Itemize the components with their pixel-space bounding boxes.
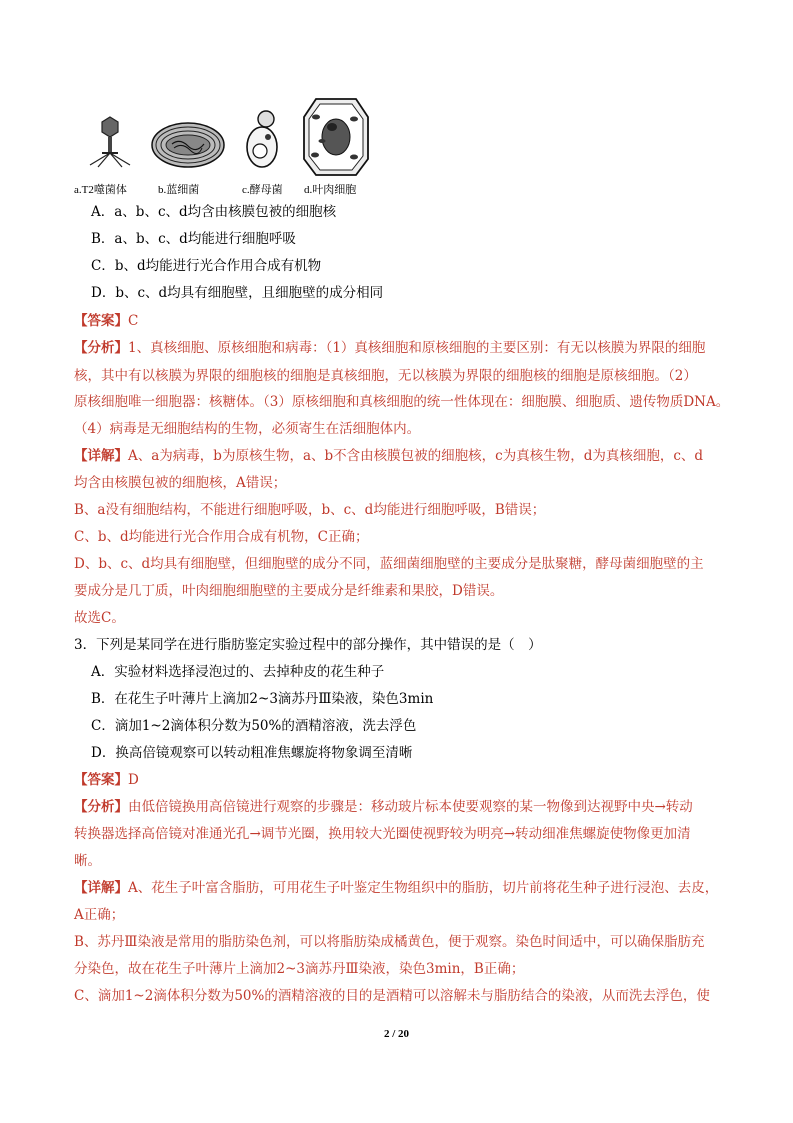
page-number: 2 / 20 bbox=[383, 1028, 410, 1040]
q3-detail-line-1 bbox=[74, 878, 718, 898]
q2-option-b: B．a、b、c、d均能进行细胞呼吸 bbox=[91, 231, 296, 247]
q2-answer bbox=[74, 311, 138, 331]
detail-tag: 【详解】 bbox=[74, 880, 128, 896]
q2-analysis-line-2: 核，其中有以核膜为界限的细胞核的细胞是真核细胞，无以核膜为界限的细胞核的细胞是原核细胞。（2） bbox=[74, 368, 697, 384]
q2-detail-line-6: 要成分是几丁质，叶肉细胞细胞壁的主要成分是纤维素和果胶，D错误。 bbox=[74, 583, 504, 599]
answer-value: C bbox=[128, 313, 139, 329]
q2-analysis-line-4: （4）病毒是无细胞结构的生物，必须寄生在活细胞体内。 bbox=[74, 421, 421, 437]
leaf-cell-illustration bbox=[302, 97, 370, 177]
q2-option-a: A．a、b、c、d均含由核膜包被的细胞核 bbox=[91, 204, 337, 220]
q2-analysis-line-3: 原核细胞唯一细胞器：核糖体。（3）原核细胞和真核细胞的统一性体现在：细胞膜、细胞质、遗传物质DNA。 bbox=[74, 394, 730, 410]
analysis-text: 1、真核细胞、原核细胞和病毒：（1）真核细胞和原核细胞的主要区别：有无以核膜为界限的细胞 bbox=[128, 340, 706, 356]
q3-detail-line-3: B、苏丹Ⅲ染液是常用的脂肪染色剂，可以将脂肪染成橘黄色，便于观察。染色时间适中，可以确保脂肪充 bbox=[74, 934, 705, 950]
q2-option-c: C．b、d均能进行光合作用合成有机物 bbox=[91, 258, 322, 274]
analysis-tag: 【分析】 bbox=[74, 799, 128, 815]
q2-detail-line-4: C、b、d均能进行光合作用合成有机物，C正确； bbox=[74, 529, 369, 545]
analysis-tag: 【分析】 bbox=[74, 340, 128, 356]
figure-caption-d: d.叶肉细胞 bbox=[304, 184, 357, 196]
q3-analysis-line-2: 转换器选择高倍镜对准通光孔→调节光圈，换用较大光圈使视野较为明亮→转动细准焦螺旋使物像更加清 bbox=[74, 826, 691, 842]
q3-detail-line-2: A正确； bbox=[74, 907, 125, 923]
figure-caption-b: b.蓝细菌 bbox=[158, 184, 200, 196]
t2-phage-illustration bbox=[80, 115, 140, 170]
q3-option-a: A．实验材料选择浸泡过的、去掉种皮的花生种子 bbox=[91, 664, 385, 680]
q3-option-d: D．换高倍镜观察可以转动粗准焦螺旋将物象调至清晰 bbox=[91, 745, 413, 761]
q3-answer bbox=[74, 770, 139, 790]
figure-caption-a: a.T2噬菌体 bbox=[74, 184, 127, 196]
q2-detail-line-2: 均含由核膜包被的细胞核，A错误； bbox=[74, 475, 287, 491]
answer-value: D bbox=[128, 772, 139, 788]
analysis-text: 由低倍镜换用高倍镜进行观察的步骤是：移动玻片标本使要观察的某一物像到达视野中央→转动 bbox=[128, 799, 693, 815]
q3-stem: 3．下列是某同学在进行脂肪鉴定实验过程中的部分操作，其中错误的是（ ） bbox=[74, 637, 542, 653]
yeast-illustration bbox=[244, 107, 284, 171]
answer-tag: 【答案】 bbox=[74, 313, 128, 329]
q2-option-d: D．b、c、d均具有细胞壁，且细胞壁的成分相同 bbox=[91, 285, 384, 301]
q3-detail-line-5: C、滴加1~2滴体积分数为50%的酒精溶液的目的是酒精可以溶解未与脂肪结合的染液，从而洗去浮色，使 bbox=[74, 988, 710, 1004]
q3-detail-line-4: 分染色，故在花生子叶薄片上滴加2~3滴苏丹Ⅲ染液，染色3min，B正确； bbox=[74, 961, 525, 977]
q3-option-b: B．在花生子叶薄片上滴加2~3滴苏丹Ⅲ染液，染色3min bbox=[91, 691, 434, 707]
detail-text: A、花生子叶富含脂肪，可用花生子叶鉴定生物组织中的脂肪，切片前将花生种子进行浸泡、去皮， bbox=[128, 880, 719, 896]
q3-analysis-line-3: 晰。 bbox=[74, 853, 101, 869]
q2-detail-line-3: B、a没有细胞结构，不能进行细胞呼吸，b、c、d均能进行细胞呼吸，B错误； bbox=[74, 502, 546, 518]
q2-detail-line-7: 故选C。 bbox=[74, 610, 125, 626]
q2-analysis-line-1 bbox=[74, 338, 705, 358]
detail-tag: 【详解】 bbox=[74, 448, 128, 464]
cyanobacteria-illustration bbox=[150, 120, 226, 170]
q2-detail-line-5: D、b、c、d均具有细胞壁，但细胞壁的成分不同，蓝细菌细胞壁的主要成分是肽聚糖，酵母菌细胞壁的主 bbox=[74, 556, 704, 572]
answer-tag: 【答案】 bbox=[74, 772, 128, 788]
detail-text: A、a为病毒，b为原核生物，a、b不含由核膜包被的细胞核，c为真核生物，d为真核细胞，c、d bbox=[128, 448, 704, 464]
figure-caption-c: c.酵母菌 bbox=[242, 184, 283, 196]
q3-option-c: C．滴加1~2滴体积分数为50%的酒精溶液，洗去浮色 bbox=[91, 718, 417, 734]
q3-analysis-line-1 bbox=[74, 797, 693, 817]
cell-figure bbox=[74, 95, 374, 195]
q2-detail-line-1 bbox=[74, 446, 703, 466]
